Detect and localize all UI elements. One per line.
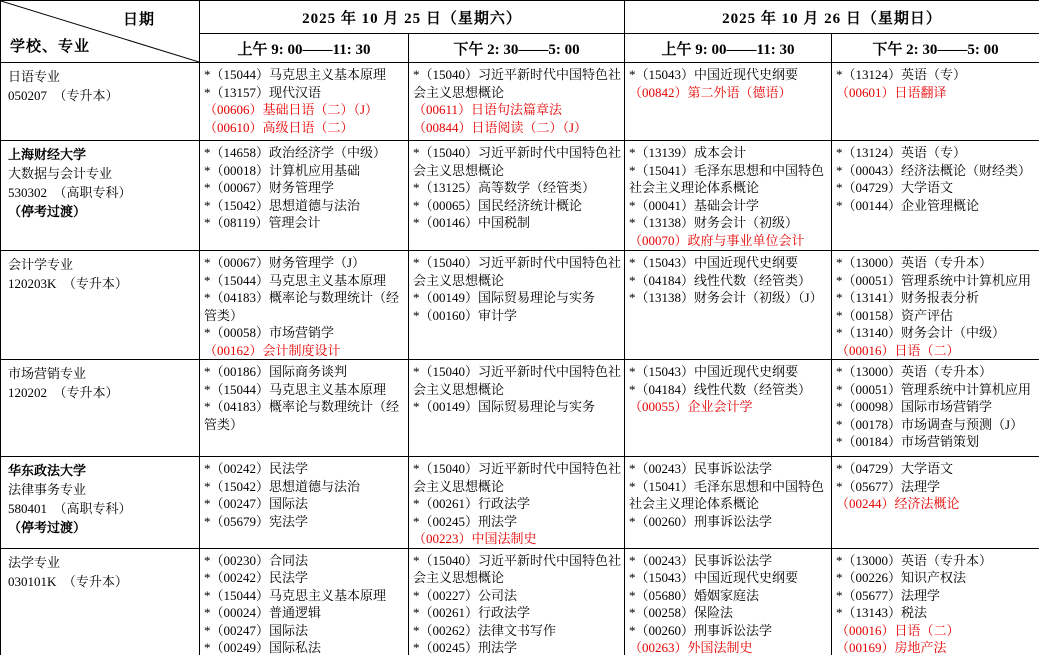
course-entry: *（15044）马克思主义基本原理 — [204, 67, 387, 82]
table-row — [1, 63, 1039, 141]
course-entry: *（15041）毛泽东思想和中国特色社会主义理论体系概论 — [629, 162, 825, 195]
course-entry: *（13000）英语（专升本） — [836, 255, 993, 270]
course-entry: *（00243）民事诉讼法学 — [629, 461, 773, 476]
course-entry: *（15044）马克思主义基本原理 — [204, 272, 387, 288]
course-entry: *（15044）马克思主义基本原理 — [204, 381, 387, 397]
course-entry: *（13138）财务会计（初级） — [629, 215, 799, 230]
school-major-cell — [1, 548, 200, 655]
course-entry: *（14658）政治经济学（中级） — [204, 145, 387, 160]
course-entry: *（00149）国际贸易理论与实务 — [413, 399, 596, 414]
session-cell — [625, 360, 832, 457]
course-entry: *（15043）中国近现代史纲要 — [629, 255, 799, 270]
course-entry: （00844）日语阅读（二）（J） — [413, 119, 588, 135]
course-entry: *（00067）财务管理学（J） — [204, 255, 366, 270]
major-line: 050207 （专升本） — [8, 88, 119, 103]
major-line: 市场营销专业 — [8, 366, 87, 381]
course-entry: *（00098）国际市场营销学 — [836, 399, 993, 414]
course-entry: *（00144）企业管理概论 — [836, 197, 980, 213]
school-name-line: 华东政法大学 — [8, 463, 87, 478]
corner-cell — [1, 1, 200, 63]
session-header-sat-am: 上午 9: 00——11: 30 — [200, 34, 409, 63]
course-entry: （00263）外国法制史 — [629, 640, 753, 655]
corner-date-label: 日期 — [122, 12, 155, 28]
course-entry: *（13124）英语（专） — [836, 67, 967, 82]
course-entry: *（00160）审计学 — [413, 307, 518, 323]
course-entry: *（15042）思想道德与法治 — [204, 478, 361, 494]
course-entry: *（13000）英语（专升本） — [836, 364, 993, 379]
course-entry: *（13157）现代汉语 — [204, 84, 322, 100]
school-major-cell — [1, 251, 200, 360]
course-entry: *（00247）国际法 — [204, 496, 309, 511]
course-entry: *（04729）大学语文 — [836, 180, 954, 195]
course-entry: *（00227）公司法 — [413, 587, 518, 603]
major-line: 大数据与会计专业 — [8, 166, 113, 181]
course-entry: （00610）高级日语（二） — [204, 119, 354, 135]
course-entry: *（00065）国民经济统计概论 — [413, 197, 583, 213]
session-cell — [409, 251, 625, 360]
course-entry: *（00051）管理系统中计算机应用 — [836, 272, 1032, 288]
session-cell — [200, 251, 409, 360]
course-entry: *（00067）财务管理学 — [204, 180, 335, 195]
session-cell — [200, 141, 409, 251]
session-cell — [832, 141, 1039, 251]
session-cell — [832, 457, 1039, 549]
school-major-cell — [1, 63, 200, 141]
table-row — [1, 457, 1039, 549]
course-entry: *（15044）马克思主义基本原理 — [204, 587, 387, 603]
course-entry: *（00249）国际私法 — [204, 640, 322, 655]
session-cell — [625, 457, 832, 549]
major-line: 120202 （专升本） — [8, 385, 119, 400]
course-entry: （00606）基础日语（二）（J） — [204, 102, 379, 117]
school-major-cell — [1, 141, 200, 251]
course-entry: *（13124）英语（专） — [836, 145, 967, 160]
course-entry: *（05677）法理学 — [836, 478, 941, 494]
course-entry: *（00184）市场营销策划 — [836, 434, 980, 449]
major-line: 530302 （高职专科） — [8, 185, 132, 200]
school-major-cell — [1, 457, 200, 549]
session-cell — [409, 360, 625, 457]
course-entry: （00223）中国法制史 — [413, 531, 537, 546]
course-entry: *（00243）民事诉讼法学 — [629, 552, 773, 568]
course-entry: *（04183）概率论与数理统计（经管类） — [204, 290, 400, 323]
course-entry: *（13141）财务报表分析 — [836, 290, 980, 305]
session-header-sat-pm: 下午 2: 30——5: 00 — [409, 34, 625, 63]
major-line: 日语专业 — [8, 69, 61, 84]
course-entry: *（04184）线性代数（经管类） — [629, 272, 812, 288]
course-entry: *（00158）资产评估 — [836, 307, 954, 323]
course-entry: *（00258）保险法 — [629, 605, 734, 620]
course-entry: *（00261）行政法学 — [413, 605, 531, 620]
session-cell — [832, 548, 1039, 655]
course-entry: *（00018）计算机应用基础 — [204, 162, 361, 178]
course-entry: *（15040）习近平新时代中国特色社会主义思想概论 — [413, 67, 622, 100]
course-entry: *（15040）习近平新时代中国特色社会主义思想概论 — [413, 145, 622, 178]
course-entry: *（15040）习近平新时代中国特色社会主义思想概论 — [413, 255, 622, 288]
corner-school-label: 学校、专业 — [10, 39, 91, 55]
course-entry: *（00226）知识产权法 — [836, 570, 967, 585]
session-cell — [409, 548, 625, 655]
course-entry: *（00058）市场营销学 — [204, 325, 335, 340]
course-entry: *（00186）国际商务谈判 — [204, 364, 348, 379]
session-cell — [409, 63, 625, 141]
course-entry: *（00262）法律文书写作 — [413, 622, 557, 638]
course-entry: （00016）日语（二） — [836, 342, 960, 358]
session-header-sun-am: 上午 9: 00——11: 30 — [625, 34, 832, 63]
course-entry: *（13140）财务会计（中级） — [836, 325, 1006, 340]
session-cell — [200, 457, 409, 549]
session-cell — [200, 548, 409, 655]
table-row — [1, 548, 1039, 655]
session-cell — [409, 141, 625, 251]
course-entry: （00070）政府与事业单位会计 — [629, 232, 805, 248]
course-entry: （00055）企业会计学 — [629, 399, 753, 414]
major-line: 120203K （专升本） — [8, 276, 128, 291]
course-entry: *（13143）税法 — [836, 605, 928, 620]
course-entry: *（08119）管理会计 — [204, 215, 321, 230]
header-date-row — [1, 1, 1039, 34]
schedule-body — [1, 63, 1039, 655]
course-entry: *（05680）婚姻家庭法 — [629, 587, 760, 603]
session-cell — [832, 251, 1039, 360]
course-entry: （00016）日语（二） — [836, 622, 960, 638]
course-entry: *（00230）合同法 — [204, 552, 309, 568]
school-name-line: （停考过渡） — [8, 204, 87, 219]
date-header-sun: 2025 年 10 月 26 日（星期日） — [625, 1, 1039, 34]
course-entry: *（00041）基础会计学 — [629, 197, 760, 213]
course-entry: *（15043）中国近现代史纲要 — [629, 570, 799, 585]
course-entry: *（00242）民法学 — [204, 570, 309, 585]
table-row — [1, 141, 1039, 251]
school-major-cell — [1, 360, 200, 457]
session-cell — [832, 63, 1039, 141]
course-entry: *（00247）国际法 — [204, 622, 309, 638]
course-entry: *（00242）民法学 — [204, 461, 309, 476]
course-entry: （00601）日语翻译 — [836, 84, 947, 100]
course-entry: （00842）第二外语（德语） — [629, 84, 792, 100]
session-cell — [200, 360, 409, 457]
course-entry: *（15043）中国近现代史纲要 — [629, 67, 799, 82]
course-entry: *（00024）普通逻辑 — [204, 605, 322, 620]
session-cell — [200, 63, 409, 141]
course-entry: （00169）房地产法 — [836, 640, 947, 655]
course-entry: （00244）经济法概论 — [836, 496, 960, 511]
course-entry: *（00261）行政法学 — [413, 496, 531, 511]
course-entry: *（00245）刑法学 — [413, 640, 518, 655]
course-entry: *（13138）财务会计（初级）（J） — [629, 290, 823, 305]
session-header-sun-pm: 下午 2: 30——5: 00 — [832, 34, 1039, 63]
course-entry: *（00245）刑法学 — [413, 513, 518, 529]
course-entry: *（15042）思想道德与法治 — [204, 197, 361, 213]
major-line: 法律事务专业 — [8, 482, 87, 497]
course-entry: *（15040）习近平新时代中国特色社会主义思想概论 — [413, 461, 622, 494]
course-entry: *（00260）刑事诉讼法学 — [629, 513, 773, 529]
session-cell — [832, 360, 1039, 457]
session-cell — [625, 141, 832, 251]
course-entry: *（05677）法理学 — [836, 587, 941, 603]
table-row — [1, 360, 1039, 457]
course-entry: *（15043）中国近现代史纲要 — [629, 364, 799, 379]
course-entry: *（00178）市场调查与预测（J） — [836, 416, 1024, 432]
course-entry: *（00051）管理系统中计算机应用 — [836, 381, 1032, 397]
course-entry: *（13000）英语（专升本） — [836, 552, 993, 568]
major-line: 法学专业 — [8, 554, 61, 570]
school-name-line: （停考过渡） — [8, 520, 87, 535]
course-entry: *（04184）线性代数（经管类） — [629, 381, 812, 397]
course-entry: *（00149）国际贸易理论与实务 — [413, 290, 596, 305]
session-cell — [409, 457, 625, 549]
course-entry: *（15040）习近平新时代中国特色社会主义思想概论 — [413, 552, 622, 585]
course-entry: *（13125）高等数学（经管类） — [413, 180, 596, 195]
session-cell — [625, 251, 832, 360]
course-entry: *（15041）毛泽东思想和中国特色社会主义理论体系概论 — [629, 478, 825, 511]
course-entry: *（13139）成本会计 — [629, 145, 747, 160]
school-name-line: 上海财经大学 — [8, 147, 87, 162]
course-entry: *（15040）习近平新时代中国特色社会主义思想概论 — [413, 364, 622, 397]
major-line: 会计学专业 — [8, 257, 74, 272]
table-row — [1, 251, 1039, 360]
course-entry: *（05679）宪法学 — [204, 513, 309, 529]
course-entry: （00162）会计制度设计 — [204, 342, 341, 358]
session-cell — [625, 63, 832, 141]
major-line: 580401 （高职专科） — [8, 501, 132, 516]
course-entry: *（00260）刑事诉讼法学 — [629, 622, 773, 638]
session-cell — [625, 548, 832, 655]
course-entry: *（00146）中国税制 — [413, 215, 531, 230]
date-header-sat: 2025 年 10 月 25 日（星期六） — [200, 1, 625, 34]
major-line: 030101K （专升本） — [8, 573, 128, 589]
course-entry: *（04729）大学语文 — [836, 461, 954, 476]
course-entry: *（04183）概率论与数理统计（经管类） — [204, 399, 400, 432]
course-entry: （00611）日语句法篇章法 — [413, 102, 563, 117]
course-entry: *（00043）经济法概论（财经类） — [836, 162, 1032, 178]
